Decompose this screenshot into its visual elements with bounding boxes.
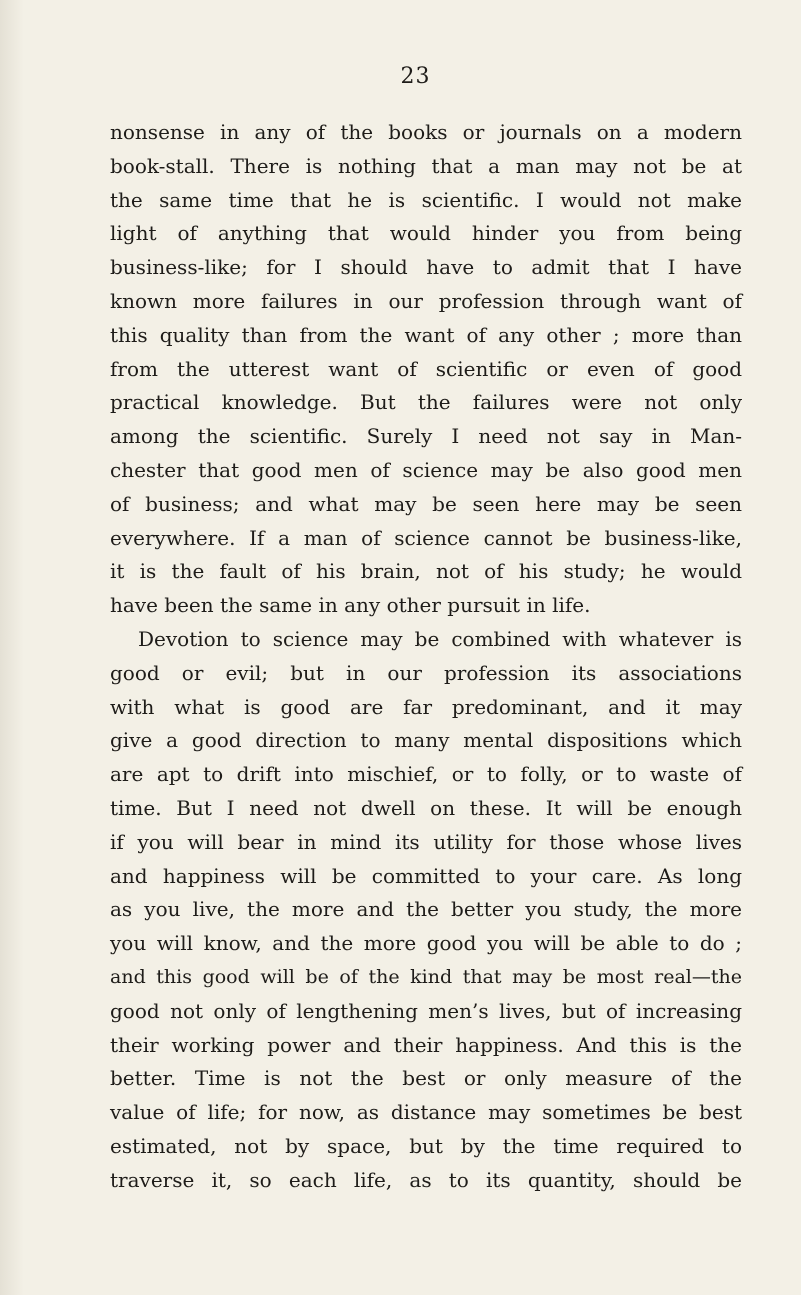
text-line: this quality than from the want of any other ; more than — [110, 322, 742, 347]
text-line: have been the same in any other pursuit in life. — [110, 593, 591, 618]
text-line: book-stall. There is nothing that a man may not be at — [110, 153, 742, 178]
text-line: everywhere. If a man of science cannot be business-like, — [110, 525, 742, 550]
text-line: of business; and what may be seen here may be seen — [110, 491, 742, 516]
text-line: traverse it, so each life, as to its quantity, should be — [110, 1167, 742, 1192]
text-line: light of anything that would hinder you from being — [110, 221, 742, 246]
text-line: practical knowledge. But the failures were not only — [110, 390, 742, 415]
text-line: good not only of lengthening men’s lives, but of increasing — [110, 998, 742, 1023]
text-line: and this good will be of the kind that may be most real—the — [110, 965, 742, 988]
text-line: nonsense in any of the books or journals on a modern — [110, 120, 742, 144]
text-line: with what is good are far predominant, and it may — [110, 694, 742, 719]
body-text — [110, 116, 742, 1198]
text-line: from the utterest want of scientific or even of good — [110, 356, 742, 381]
text-line: value of life; for now, as distance may sometimes be best — [110, 1100, 742, 1125]
text-line: known more failures in our profession through want of — [110, 288, 742, 313]
text-line: and happiness will be committed to your care. As long — [110, 863, 742, 888]
text-line: give a good direction to many mental dispositions which — [110, 728, 742, 753]
text-line: Devotion to science may be combined with whatever is — [138, 626, 742, 651]
text-line: better. Time is not the best or only measure of the — [110, 1066, 742, 1091]
text-line: the same time that he is scientific. I would not make — [110, 187, 742, 212]
text-line: as you live, the more and the better you study, the more — [110, 897, 742, 922]
text-line: if you will bear in mind its utility for those whose lives — [110, 829, 742, 854]
text-line: it is the fault of his brain, not of his study; he would — [110, 559, 742, 584]
text-line: good or evil; but in our profession its associations — [110, 660, 742, 685]
text-line: chester that good men of science may be also good men — [110, 457, 742, 482]
text-line: time. But I need not dwell on these. It will be enough — [110, 795, 742, 820]
page-number: 23 — [400, 64, 431, 89]
text-line: estimated, not by space, but by the time required to — [110, 1133, 742, 1158]
text-line: you will know, and the more good you will be able to do ; — [110, 931, 742, 956]
text-line: are apt to drift into mischief, or to folly, or to waste of — [110, 762, 742, 787]
text-line: business-like; for I should have to admit that I have — [110, 255, 742, 280]
text-line: their working power and their happiness. And this is the — [110, 1032, 742, 1057]
text-line: among the scientific. Surely I need not say in Man- — [110, 424, 742, 449]
